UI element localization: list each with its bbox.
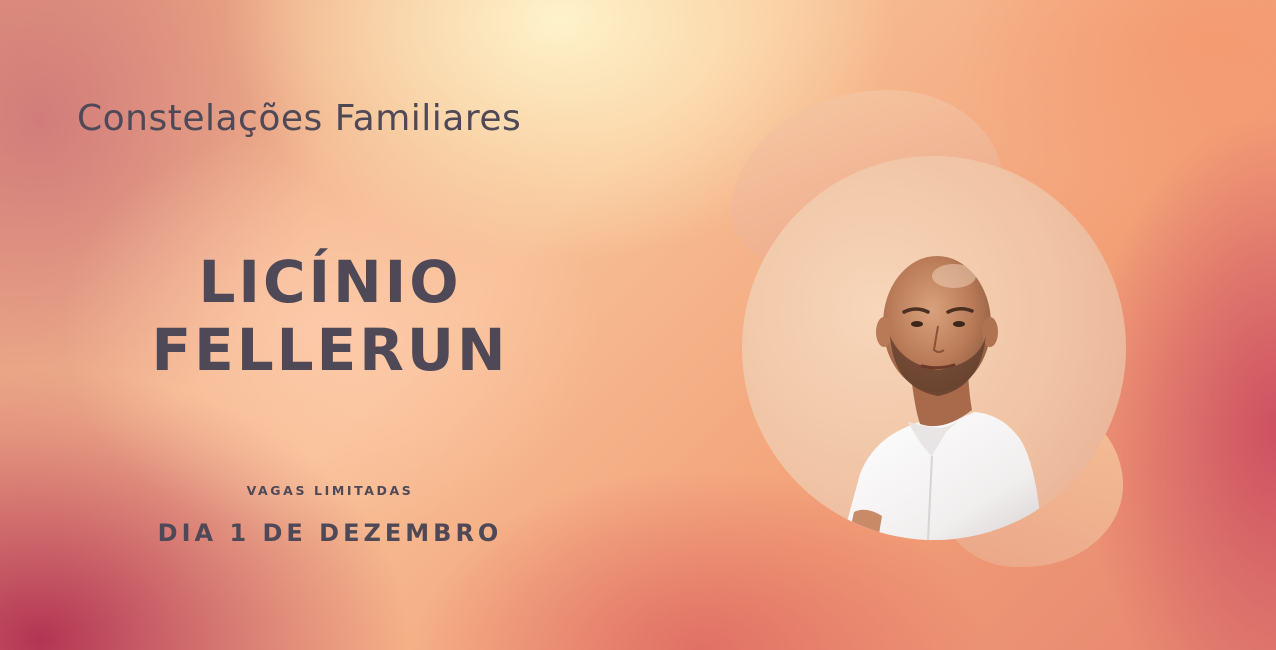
speaker-portrait <box>742 156 1126 540</box>
speaker-first-name: LICÍNIO <box>198 248 462 316</box>
speaker-last-name: FELLERUN <box>151 316 509 384</box>
limited-spots-tagline: VAGAS LIMITADAS <box>246 483 414 498</box>
speaker-photo-frame <box>742 156 1126 540</box>
event-date: DIA 1 DE DEZEMBRO <box>157 519 503 547</box>
speaker-name <box>130 248 530 384</box>
event-subtitle: Constelações Familiares <box>77 98 522 139</box>
